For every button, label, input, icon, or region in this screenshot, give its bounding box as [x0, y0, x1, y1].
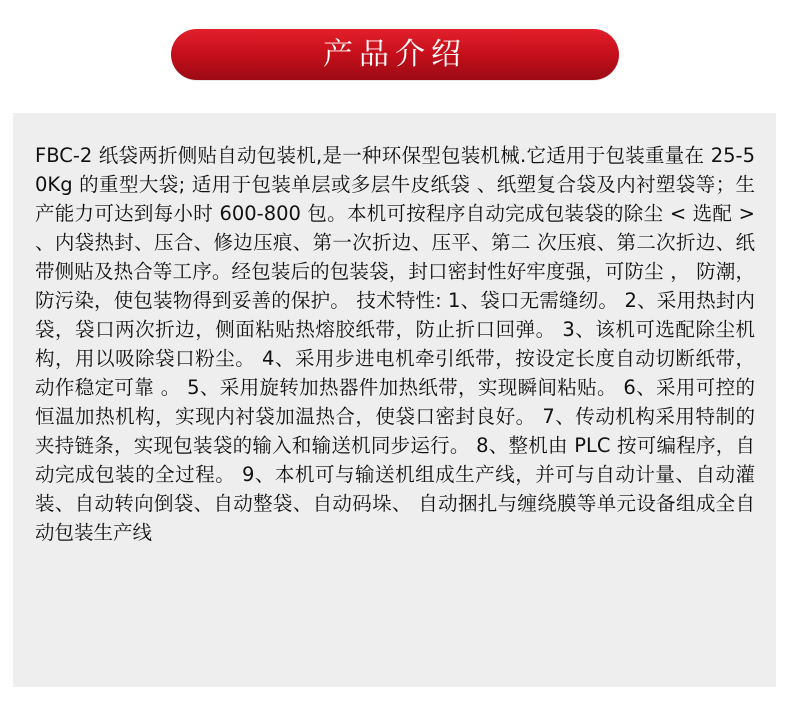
title-banner	[171, 29, 619, 80]
page-title: 产品介绍	[323, 36, 467, 72]
product-description: FBC-2 纸袋两折侧贴自动包装机,是一种环保型包装机械.它适用于包装重量在 25-50Kg 的重型大袋; 适用于包装单层或多层牛皮纸袋 、纸塑复合袋及内衬塑袋等；生产能力可达到每小时 600-800 包。本机可按程序自动完成包装袋的除尘 < 选配 > 、内袋热封、压合、修边压痕、第一次折边、压平、第二 次压痕、第二次折边、纸带侧贴及热合等工序。经包装后的包装袋，封口密封性好牢度强，可防尘 ， 防潮，防污染，使包装物得到妥善的保护。 技术特性: 1、袋口无需缝纫。 2、采用热封内袋，袋口两次折边，侧面粘贴热熔胶纸带，防止折口回弹。 3、该机可选配除尘机构，用以吸除袋口粉尘。 4、采用步进电机牵引纸带，按设定长度自动切断纸带，动作稳定可靠 。 5、采用旋转加热器件加热纸带，实现瞬间粘贴。 6、采用可控的恒温加热机构，实现内衬袋加温热合，使袋口密封良好。 7、传动机构采用特制的夹持链条，实现包装袋的输入和输送机同步运行。 8、整机由 PLC 按可编程序，自动完成包装的全过程。 9、本机可与输送机组成生产线，并可与自动计量、自动灌装、自动转向倒袋、自动整袋、自动码垛、 自动捆扎与缠绕膜等单元设备组成全自动包装生产线	[35, 144, 755, 544]
